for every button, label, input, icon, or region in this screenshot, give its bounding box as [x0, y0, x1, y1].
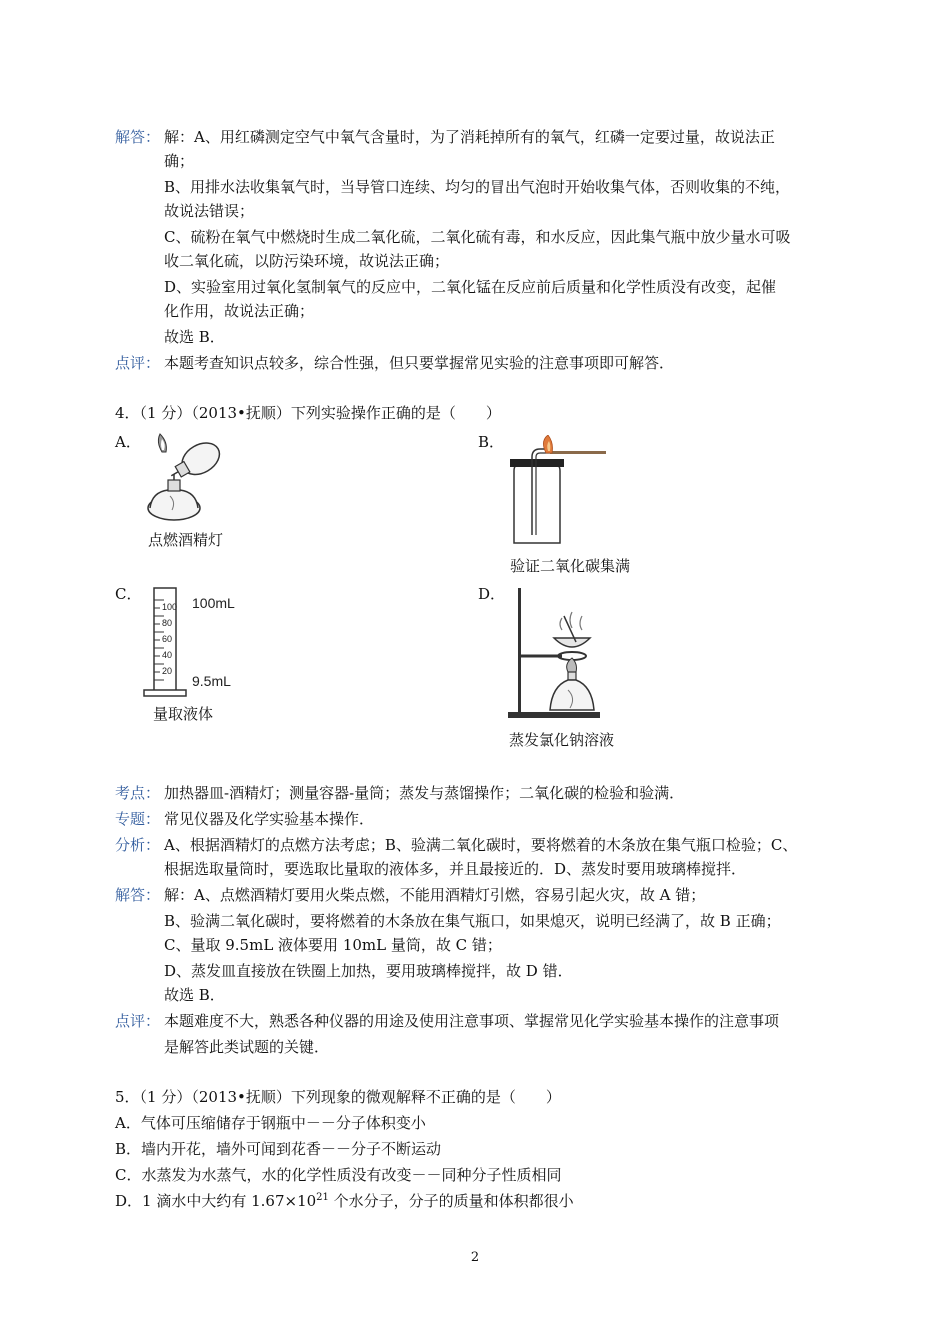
q5-option-d — [115, 1190, 574, 1212]
q4-answer-line-2: B、验满二氧化碳时，要将燃着的木条放在集气瓶口，如果熄灭，说明已经满了，故 B 正确； — [164, 912, 781, 930]
q3-answer-line-2: 确； — [164, 152, 195, 170]
page-number: 2 — [470, 1250, 480, 1265]
q5-option-b: B．墙内开花，墙外可闻到花香－－分子不断运动 — [115, 1140, 442, 1158]
q4-answer-line-3: C、量取 9.5mL 液体要用 10mL 量筒，故 C 错； — [164, 936, 502, 954]
volume-label-9-5ml: 9.5mL — [192, 673, 231, 689]
q4-option-d-letter: D． — [478, 585, 506, 603]
q4-option-c-letter: C． — [115, 585, 142, 603]
tick-label-40: 40 — [162, 650, 173, 660]
q4-option-a-caption: 点燃酒精灯 — [148, 531, 224, 549]
volume-label-100ml: 100mL — [192, 595, 235, 611]
q3-answer-line-6: 收二氧化硫，以防污染环境，故说法正确； — [164, 252, 450, 270]
q4-fenxi-line-2: 根据选取量筒时，要选取比量取的液体多，并且最接近的．D、蒸发时要用玻璃棒搅拌． — [164, 860, 747, 878]
q4-fenxi-label: 分析： — [115, 836, 161, 854]
q4-comment-label: 点评： — [115, 1012, 161, 1030]
alcohol-lamp-lighting-figure — [138, 428, 238, 528]
q4-comment-line-1: 本题难度不大，熟悉各种仪器的用途及使用注意事项、掌握常见化学实验基本操作的注意事项 — [164, 1012, 780, 1030]
q3-comment-line-1: 本题考查知识点较多，综合性强，但只要掌握常见实验的注意事项即可解答． — [164, 354, 675, 372]
tick-label-80: 80 — [162, 618, 173, 628]
q3-answer-line-8: 化作用，故说法正确； — [164, 302, 315, 320]
graduated-cylinder-figure — [140, 582, 250, 702]
q3-answer-line-5: C、硫粉在氧气中燃烧时生成二氧化硫，二氧化硫有毒，和水反应，因此集气瓶中放少量水可吸 — [164, 228, 791, 246]
q5-stem: 5．（1 分）（2013•抚顺）下列现象的微观解释不正确的是（ ） — [115, 1088, 561, 1106]
q4-comment-line-2: 是解答此类试题的关键． — [164, 1038, 330, 1056]
q5-option-c: C．水蒸发为水蒸气，水的化学性质没有改变－－同种分子性质相同 — [115, 1166, 562, 1184]
q3-answer-line-7: D、实验室用过氧化氢制氧气的反应中，二氧化锰在反应前后质量和化学性质没有改变，起催 — [164, 278, 777, 296]
tick-label-60: 60 — [162, 634, 173, 644]
q5-option-d-text-2: 个水分子，分子的质量和体积都很小 — [328, 1192, 574, 1210]
q4-option-b-caption: 验证二氧化碳集满 — [510, 557, 631, 575]
q5-option-d-exponent: 21 — [316, 1192, 329, 1203]
q5-option-a: A．气体可压缩储存于钢瓶中－－分子体积变小 — [115, 1114, 426, 1132]
tick-label-20: 20 — [162, 666, 173, 676]
q3-comment-label: 点评： — [115, 354, 161, 372]
q5-option-d-text-1: D．1 滴水中大约有 1.67×10 — [115, 1192, 317, 1210]
gas-bottle-burning-stick-figure — [500, 435, 610, 550]
q4-answer-line-1: 解：A、点燃酒精灯要用火柴点燃，不能用酒精灯引燃，容易引起火灾，故 A 错； — [164, 886, 706, 904]
q4-answer-line-5: 故选 B． — [164, 986, 225, 1004]
q3-answer-label: 解答： — [115, 128, 161, 146]
q4-option-d-caption: 蒸发氯化钠溶液 — [509, 731, 615, 749]
q4-stem: 4．（1 分）（2013•抚顺）下列实验操作正确的是（ ） — [115, 404, 501, 422]
q4-fenxi-line-1: A、根据酒精灯的点燃方法考虑；B、验满二氧化碳时，要将燃着的木条放在集气瓶口检验；C、 — [164, 836, 798, 854]
q3-answer-line-1: 解：A、用红磷测定空气中氧气含量时，为了消耗掉所有的氧气，红磷一定要过量，故说法正 — [164, 128, 775, 146]
q3-answer-line-3: B、用排水法收集氧气时，当导管口连续、均匀的冒出气泡时开始收集气体，否则收集的不纯， — [164, 178, 791, 196]
q4-answer-label: 解答： — [115, 886, 161, 904]
evaporation-setup-figure — [506, 586, 606, 724]
q3-answer-line-9: 故选 B． — [164, 328, 225, 346]
tick-label-100: 100 — [162, 602, 178, 612]
q3-answer-line-4: 故说法错误； — [164, 202, 255, 220]
q4-option-b-letter: B． — [478, 433, 505, 451]
q4-answer-line-4: D、蒸发皿直接放在铁圈上加热，要用玻璃棒搅拌，故 D 错． — [164, 962, 573, 980]
q4-zhuanti-label: 专题： — [115, 810, 161, 828]
q4-kaodian-label: 考点： — [115, 784, 161, 802]
q4-option-a-letter: A． — [115, 433, 141, 451]
q4-kaodian-line-1: 加热器皿-酒精灯；测量容器-量筒；蒸发与蒸馏操作；二氧化碳的检验和验满． — [164, 784, 685, 802]
q4-option-c-caption: 量取液体 — [153, 705, 214, 723]
q4-zhuanti-line-1: 常见仪器及化学实验基本操作． — [164, 810, 375, 828]
